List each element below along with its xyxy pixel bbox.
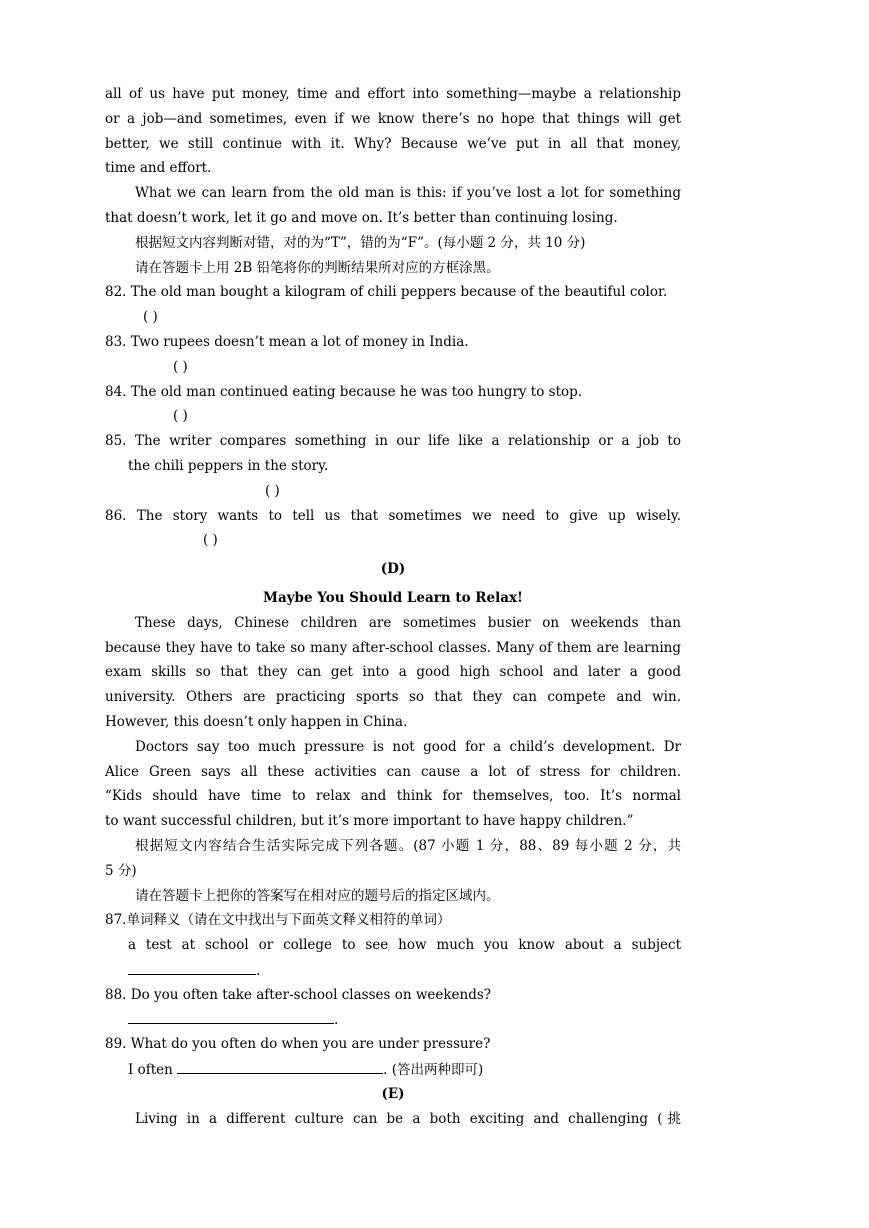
instruction-line: 根据短文内容判断对错，对的为“T”，错的为“F”。(每小题 2 分，共 10 分) xyxy=(135,234,586,251)
text-line: “Kids should have time to relax and think for themselves, too. It’s normal xyxy=(105,788,681,805)
answer-paren: ( ) xyxy=(173,408,188,425)
text-line: Alice Green says all these activities can cause a lot of stress for children. xyxy=(105,763,681,780)
answer-blank[interactable] xyxy=(128,958,256,975)
question-82: 82. The old man bought a kilogram of chili peppers because of the beautiful color. xyxy=(105,284,668,301)
passage-title: Maybe You Should Learn to Relax! xyxy=(263,589,523,606)
question-85: 85. The writer compares something in our life like a relationship or a job to xyxy=(105,433,681,450)
section-label-e: (E) xyxy=(381,1085,405,1102)
text-line: or a job—and sometimes, even if we know there’s no hope that things will get xyxy=(105,110,681,127)
text-line: better, we still continue with it. Why? Because we’ve put in all that money, xyxy=(105,135,681,152)
instruction-line: 根据短文内容结合生活实际完成下列各题。(87 小题 1 分，88、89 每小题 2 分，共 xyxy=(135,837,681,854)
text-line: all of us have put money, time and effort into something—maybe a relationship xyxy=(105,86,681,102)
passage-d-paragraph-1 xyxy=(105,611,681,735)
answer-paren: ( ) xyxy=(265,482,280,499)
text-line: to want successful children, but it’s more important to have happy children.” xyxy=(105,813,634,830)
instruction-line: 请在答题卡上把你的答案写在相对应的题号后的指定区域内。 xyxy=(135,887,500,904)
text-line: because they have to take so many after-school classes. Many of them are learning xyxy=(105,639,681,656)
text-line: However, this doesn’t only happen in China. xyxy=(105,713,408,730)
question-87-answer-row xyxy=(105,958,681,983)
passage-c-paragraph-1 xyxy=(105,82,681,181)
question-87-title: 87.单词释义（请在文中找出与下面英文释义相符的单词） xyxy=(105,912,451,929)
question-88-answer-row xyxy=(105,1007,681,1032)
text-line: time and effort. xyxy=(105,160,212,177)
answer-paren: ( ) xyxy=(203,532,218,549)
question-88: 88. Do you often take after-school classes on weekends? xyxy=(105,986,492,1003)
text-line: These days, Chinese children are sometimes busier on weekends than xyxy=(135,614,681,631)
instruction-line: 请在答题卡上用 2B 铅笔将你的判断结果所对应的方框涂黑。 xyxy=(135,259,500,276)
passage-c-paragraph-2 xyxy=(105,181,681,231)
question-85-continued: the chili peppers in the story. xyxy=(128,457,329,474)
document-page xyxy=(105,82,681,1131)
period: . xyxy=(334,1012,339,1029)
answer-paren: ( ) xyxy=(173,358,188,375)
text-line: Living in a different culture can be a both exciting and challenging (挑 xyxy=(135,1110,681,1127)
text-line: exam skills so that they can get into a good high school and later a good xyxy=(105,664,681,681)
question-83: 83. Two rupees doesn’t mean a lot of money in India. xyxy=(105,333,469,350)
instruction-line: 5 分) xyxy=(105,862,137,879)
passage-d-paragraph-2 xyxy=(105,735,681,834)
answer-prefix: I often xyxy=(128,1062,173,1079)
answer-paren: ( ) xyxy=(143,309,158,326)
text-line: Doctors say too much pressure is not good for a child’s development. Dr xyxy=(135,738,681,755)
answer-blank[interactable] xyxy=(177,1057,383,1074)
question-89: 89. What do you often do when you are under pressure? xyxy=(105,1036,491,1053)
text-line: that doesn’t work, let it go and move on. It’s better than continuing losing. xyxy=(105,209,618,226)
text-line: What we can learn from the old man is this: if you’ve lost a lot for something xyxy=(135,185,681,202)
answer-suffix: . (答出两种即可) xyxy=(383,1062,484,1079)
question-84: 84. The old man continued eating because he was too hungry to stop. xyxy=(105,383,583,400)
period: . xyxy=(256,962,261,979)
question-89-answer-row xyxy=(105,1057,681,1082)
section-label-d: (D) xyxy=(380,561,406,578)
text-line: university. Others are practicing sports so that they can compete and win. xyxy=(105,689,681,706)
question-86: 86. The story wants to tell us that sometimes we need to give up wisely. xyxy=(105,507,681,524)
answer-blank[interactable] xyxy=(128,1007,334,1024)
question-87-definition: a test at school or college to see how much you know about a subject xyxy=(128,937,681,954)
